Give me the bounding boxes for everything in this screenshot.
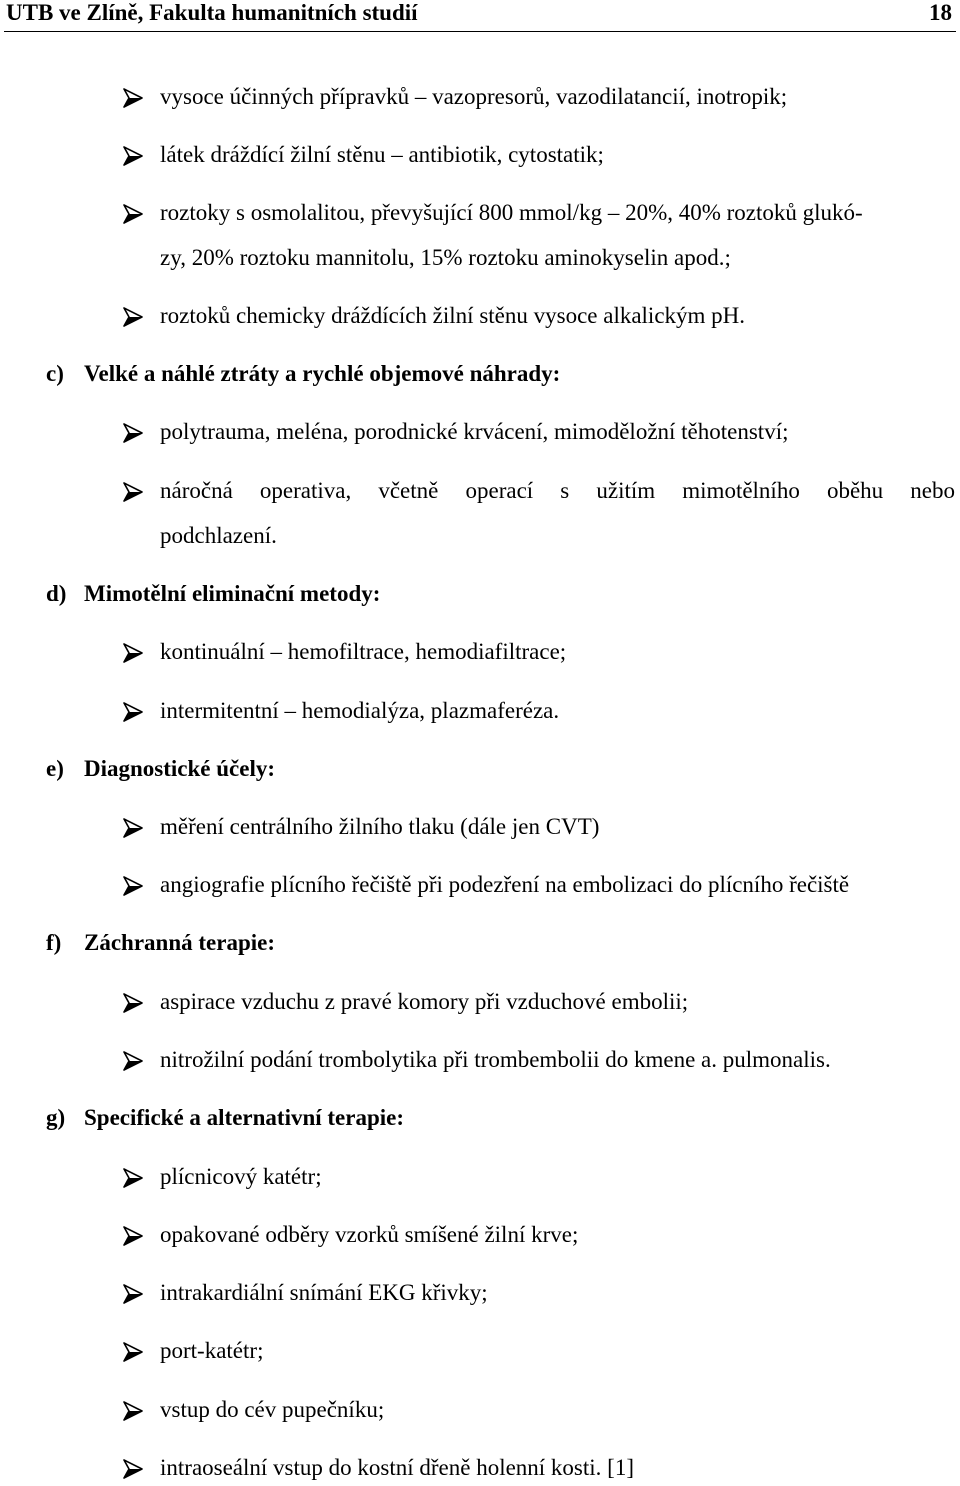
arrowhead-bullet-icon <box>122 1458 144 1478</box>
arrowhead-bullet-icon <box>122 481 144 501</box>
header-title: UTB ve Zlíně, Fakulta humanitních studií <box>6 0 418 25</box>
arrowhead-bullet-icon <box>122 875 144 895</box>
arrowhead-bullet-icon <box>122 1050 144 1070</box>
arrowhead-bullet-icon <box>122 203 144 223</box>
arrowhead-bullet-icon <box>122 817 144 837</box>
list-item-continuation: podchlazení. <box>160 523 277 548</box>
arrowhead-bullet-icon <box>122 145 144 165</box>
arrowhead-bullet-icon <box>122 1400 144 1420</box>
arrowhead-bullet-icon <box>122 1167 144 1187</box>
arrowhead-bullet-icon <box>122 1225 144 1245</box>
list-item-continuation: zy, 20% roztoku mannitolu, 15% roztoku aminokyselin apod.; <box>160 245 731 270</box>
arrowhead-bullet-icon <box>122 87 144 107</box>
arrowhead-bullet-icon <box>122 422 144 442</box>
page-number: 18 <box>929 0 952 25</box>
arrowhead-bullet-icon <box>122 992 144 1012</box>
arrowhead-bullet-icon <box>122 701 144 721</box>
arrowhead-bullet-icon <box>122 1283 144 1303</box>
list-item-justified: náročná operativa, včetně operací s užitím mimotělního oběhu nebo <box>160 478 955 503</box>
arrowhead-bullet-icon <box>122 642 144 662</box>
arrowhead-bullet-icon <box>122 306 144 326</box>
page-header <box>4 0 956 32</box>
arrowhead-bullet-icon <box>122 1341 144 1361</box>
